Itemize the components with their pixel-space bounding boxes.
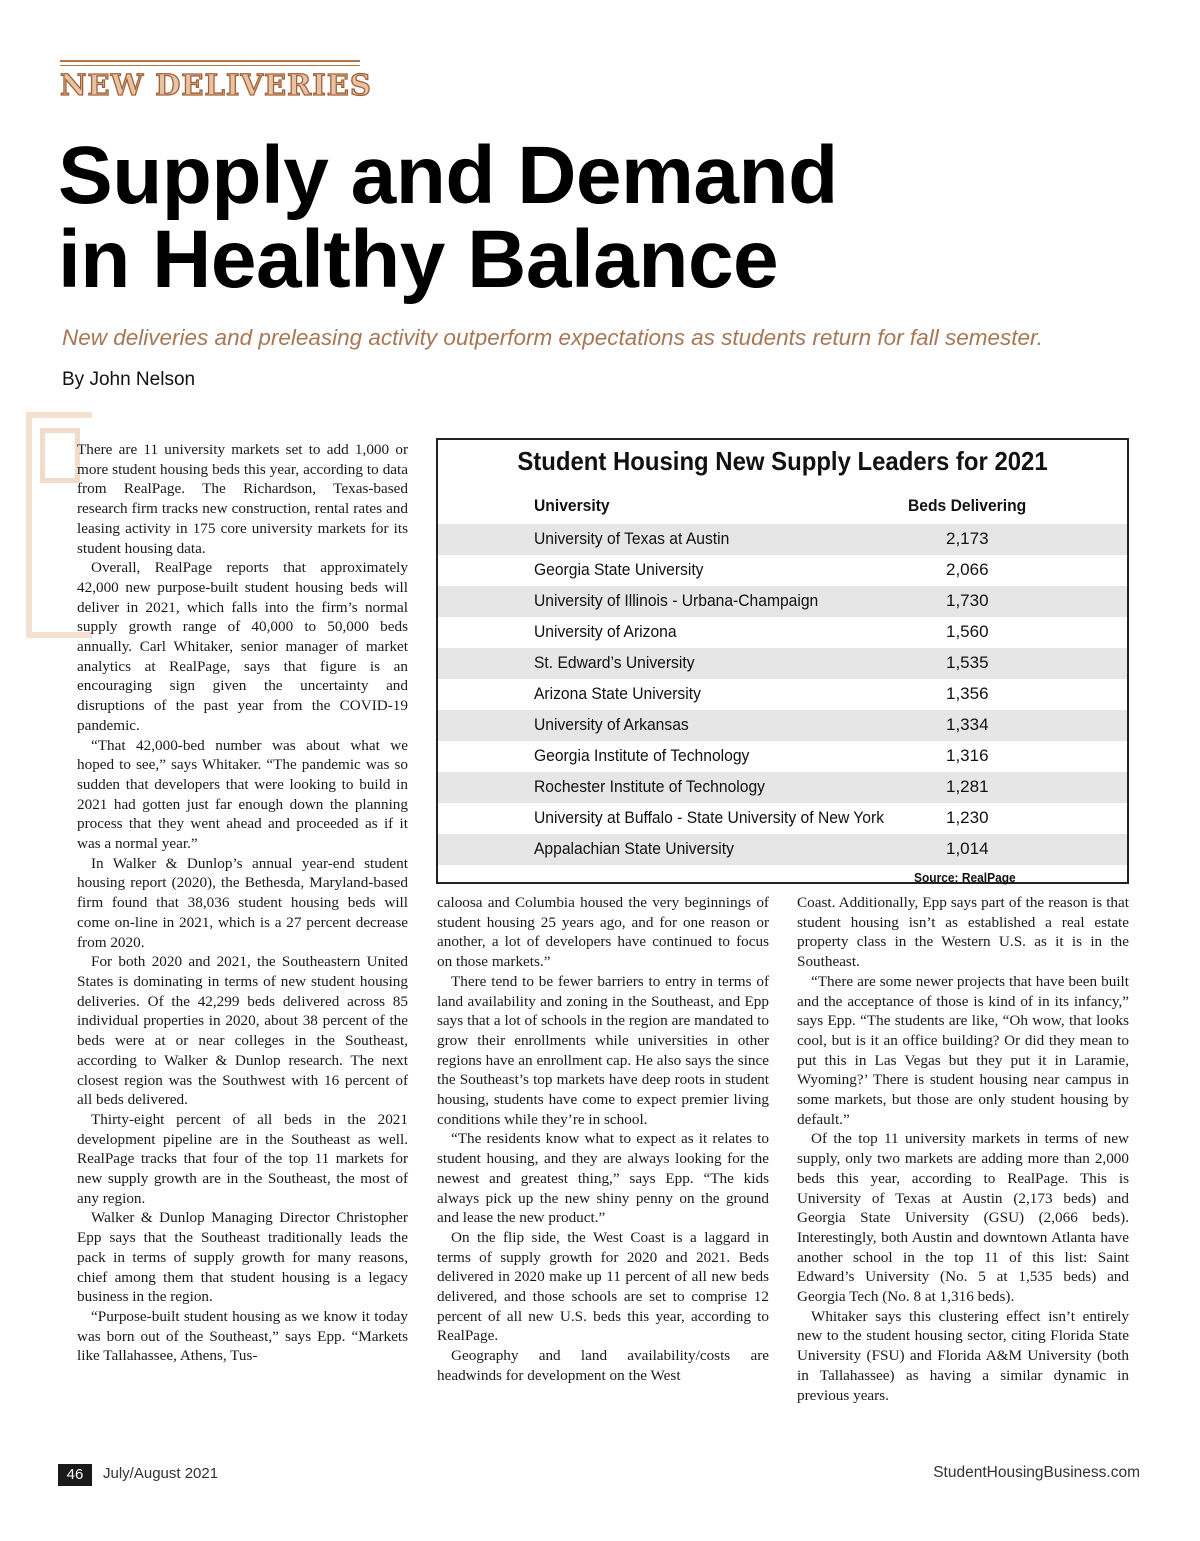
university-cell: Arizona State University	[534, 684, 701, 703]
table-row	[438, 555, 1127, 586]
column-1	[77, 440, 408, 1366]
paragraph: Walker & Dunlop Managing Director Christopher Epp says that the Southeast traditionally leads the pack in terms of supply growth for many reasons, chief among them that student housing is a legacy business in the region.	[77, 1209, 408, 1306]
decorative-frame	[40, 428, 80, 483]
table-row	[438, 524, 1127, 555]
column-header-university: University	[534, 496, 610, 515]
university-cell: Georgia State University	[534, 560, 704, 579]
paragraph: On the flip side, the West Coast is a laggard in terms of supply growth for 2020 and 2021. Beds delivered in 2020 make up 11 percent of all new beds delivered, and those schools are set to comprise 12 percent of all new U.S. beds this year, according to RealPage.	[437, 1228, 769, 1345]
beds-cell: 1,230	[946, 808, 989, 827]
university-cell: Georgia Institute of Technology	[534, 746, 750, 765]
university-cell: University of Texas at Austin	[534, 529, 730, 548]
beds-cell: 2,173	[946, 529, 989, 548]
university-cell: University of Illinois - Urbana-Champaign	[534, 591, 819, 610]
paragraph: “The residents know what to expect as it relates to student housing, and they are always looking for the newest and greatest thing,” says Epp. “The kids always pick up the new shiny penny on the ground and lease the new product.”	[437, 1130, 769, 1227]
headline-line: Supply and Demand	[58, 130, 838, 221]
deck: New deliveries and preleasing activity outperform expectations as students return for fall semester.	[62, 325, 1043, 350]
table-rows	[438, 524, 1127, 865]
university-cell: St. Edward’s University	[534, 653, 695, 672]
paragraph: Geography and land availability/costs are headwinds for development on the West	[437, 1347, 769, 1384]
beds-cell: 1,730	[946, 591, 989, 610]
beds-cell: 1,535	[946, 653, 989, 672]
table-row	[438, 586, 1127, 617]
paragraph: “Purpose-built student housing as we know it today was born out of the Southeast,” says Epp. “Markets like Tallahassee, Athens, Tus-	[77, 1307, 408, 1365]
paragraph: In Walker & Dunlop’s annual year-end student housing report (2020), the Bethesda, Maryland-based firm found that 38,036 student housing beds will come on-line in 2021, which is a 27 percent decrease from 2020.	[77, 854, 408, 951]
table-row	[438, 834, 1127, 865]
paragraph: Coast. Additionally, Epp says part of the reason is that student housing isn’t as established a real estate property class in the Western U.S. as it is in the Southeast.	[797, 894, 1129, 971]
beds-cell: 1,014	[946, 839, 989, 858]
headline	[58, 130, 1158, 305]
table-row	[438, 710, 1127, 741]
table-row	[438, 741, 1127, 772]
supply-leaders-table	[436, 438, 1129, 884]
beds-cell: 1,281	[946, 777, 989, 796]
headline-line: in Healthy Balance	[58, 214, 779, 305]
paragraph: caloosa and Columbia housed the very beginnings of student housing 25 years ago, and for one reason or another, a lot of developers have continued to focus on those markets.”	[437, 894, 769, 971]
paragraph: There are 11 university markets set to add 1,000 or more student housing beds this year, according to data from RealPage. The Richardson, Texas-based research firm tracks new construction, rental rates and leasing activity in 175 core university markets for its student housing data.	[77, 441, 408, 557]
paragraph: Of the top 11 university markets in terms of new supply, only two markets are adding more than 2,000 beds this year, according to RealPage. This is University of Texas at Austin (2,173 beds) and Georgia State University (GSU) (2,066 beds). Interestingly, both Austin and downtown Atlanta have another school in the top 11 of this list: Saint Edward’s University (No. 5 at 1,535 beds) and Georgia Tech (No. 8 at 1,316 beds).	[797, 1130, 1129, 1306]
section-label: NEW DELIVERIES	[60, 68, 372, 102]
table-row	[438, 648, 1127, 679]
beds-cell: 1,560	[946, 622, 989, 641]
paragraph: Overall, RealPage reports that approximately 42,000 new purpose-built student housing beds will deliver in 2021, which falls into the firm’s normal supply growth range of 40,000 to 50,000 beds annually. Carl Whitaker, senior manager of market analytics at RealPage, says that figure is an encouraging sign given the uncertainty and disruptions of the past year from the COVID-19 pandemic.	[77, 559, 408, 734]
university-cell: Appalachian State University	[534, 839, 734, 858]
column-header-beds: Beds Delivering	[908, 496, 1027, 515]
table-row	[438, 679, 1127, 710]
university-cell: University of Arizona	[534, 622, 677, 641]
table-row	[438, 772, 1127, 803]
table-title: Student Housing New Supply Leaders for 2021	[517, 446, 1048, 476]
beds-cell: 1,316	[946, 746, 989, 765]
site-name: StudentHousingBusiness.com	[933, 1464, 1140, 1481]
table-source: Source: RealPage	[914, 870, 1016, 885]
column-2	[437, 893, 769, 1386]
university-cell: Rochester Institute of Technology	[534, 777, 765, 796]
table-row	[438, 617, 1127, 648]
issue-date: July/August 2021	[103, 1465, 219, 1482]
paragraph: Thirty-eight percent of all beds in the 2021 development pipeline are in the Southeast as well. RealPage tracks that four of the top 11 markets for new supply growth are in the Southeast, the most of any region.	[77, 1110, 408, 1207]
table-row	[438, 803, 1127, 834]
university-cell: University at Buffalo - State University of New York	[534, 808, 885, 827]
paragraph: “That 42,000-bed number was about what we hoped to see,” says Whitaker. “The pandemic was so sudden that developers that were looking to build in 2021 had gotten just far enough down the planning process that they went ahead and proceeded as if it was a normal year.”	[77, 736, 408, 853]
paragraph: For both 2020 and 2021, the Southeastern United States is dominating in terms of new student housing deliveries. Of the 42,299 beds delivered across 85 individual properties in 2020, about 38 percent of the beds were at or near colleges in the Southeast, according to Walker & Dunlop research. The next closest region was the Southwest with 16 percent of all beds delivered.	[77, 953, 408, 1109]
paragraph: “There are some newer projects that have been built and the acceptance of those is kind of in its infancy,” says Epp. “The students are like, “Oh wow, that looks cool, but is it an office building? Or did they mean to put this in Las Vegas but they put it in Laramie, Wyoming?’ There is student housing near campus in some markets, but those are only student housing by default.”	[797, 972, 1129, 1128]
beds-cell: 1,334	[946, 715, 989, 734]
beds-cell: 1,356	[946, 684, 989, 703]
university-cell: University of Arkansas	[534, 715, 689, 734]
column-3	[797, 893, 1129, 1405]
section-rule	[60, 65, 360, 66]
paragraph: Whitaker says this clustering effect isn’t entirely new to the student housing sector, citing Florida State University (FSU) and Florida A&M University (both in Tallahassee) as having a similar dynamic in previous years.	[797, 1307, 1129, 1404]
beds-cell: 2,066	[946, 560, 989, 579]
page-number: 46	[58, 1464, 92, 1486]
paragraph: There tend to be fewer barriers to entry in terms of land availability and zoning in the Southeast, and Epp says that a lot of schools in the region are mandated to grow their enrollments while universities in other regions have an enrollment cap. He also says the since the Southeast’s top markets have deep roots in student housing, students have come to expect premier living conditions while they’re in school.	[437, 972, 769, 1128]
byline: By John Nelson	[62, 369, 196, 390]
section-rule	[60, 60, 360, 62]
